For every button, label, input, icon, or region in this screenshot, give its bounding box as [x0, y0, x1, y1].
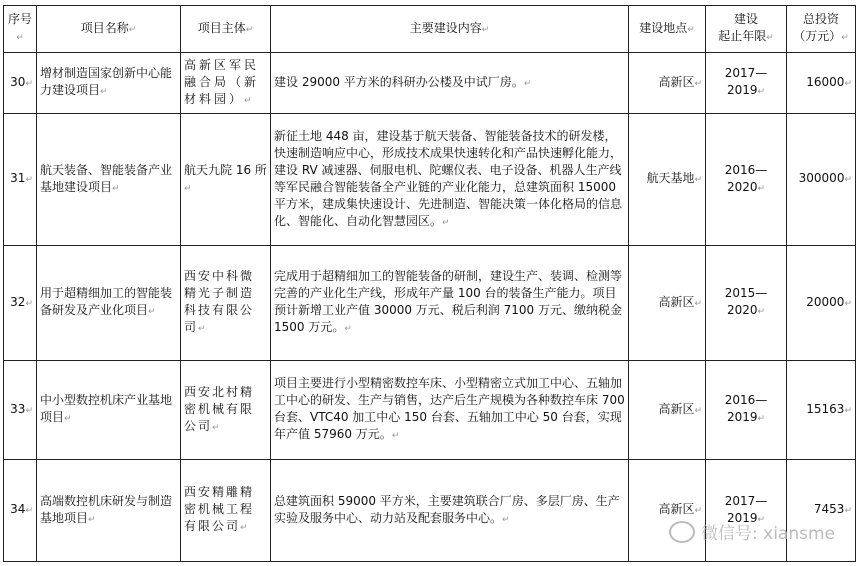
header-location: 建设地点 ↵ — [629, 6, 706, 53]
watermark — [669, 519, 835, 544]
project-table — [3, 5, 856, 562]
header-content: 主要建设内容 ↵ — [271, 6, 629, 53]
table-row — [4, 361, 856, 460]
cell-location: 高新区 ↵ — [629, 246, 706, 361]
cell-no: 30 ↵ — [4, 53, 37, 114]
cell-years: 2015—2020 ↵ — [706, 246, 787, 361]
cell-location: 高新区 ↵ — [629, 460, 706, 562]
header-no: 序号 ↵ — [4, 6, 37, 53]
cell-years: 2016—2020 ↵ — [706, 114, 787, 246]
cell-investment: 7453 ↵ — [787, 460, 856, 562]
cell-content: 总建筑面积 59000 平方米，主要建筑联合厂房、多层厂房、生产实验及服务中心、动力站及配套服务中心。 ↵ — [271, 460, 629, 562]
cell-no: 31 ↵ — [4, 114, 37, 246]
cell-no: 32 ↵ — [4, 246, 37, 361]
cell-content: 建设 29000 平方米的科研办公楼及中试厂房。 ↵ — [271, 53, 629, 114]
cell-name: 高端数控机床研发与制造基地项目 ↵ — [37, 460, 181, 562]
cell-years: 2016—2019 ↵ — [706, 361, 787, 460]
header-row — [4, 6, 856, 53]
cell-years: 2017—2019 ↵ — [706, 53, 787, 114]
header-years: 建设 起止年限 ↵ — [706, 6, 787, 53]
cell-owner: 西安精雕精密机械工程有限公司 ↵ — [181, 460, 271, 562]
cell-no: 34 ↵ — [4, 460, 37, 562]
header-name: 项目名称 ↵ — [37, 6, 181, 53]
watermark-text: 微信号: xiansme — [701, 524, 835, 544]
cell-name: 中小型数控机床产业基地项目 ↵ — [37, 361, 181, 460]
table-row — [4, 53, 856, 114]
cell-investment: 20000 ↵ — [787, 246, 856, 361]
cell-location: 航天基地 ↵ — [629, 114, 706, 246]
cell-location: 高新区 ↵ — [629, 53, 706, 114]
cell-content: 项目主要进行小型精密数控车床、小型精密立式加工中心、五轴加工中心的研发、生产与销售，达产后生产规模为各种数控车床 700 台套、VTC40 加工中心 150 台套、五轴加工中心 50 台套，实现年产值 57960 万元。 ↵ — [271, 361, 629, 460]
cell-no: 33 ↵ — [4, 361, 37, 460]
cell-location: 高新区 ↵ — [629, 361, 706, 460]
cell-investment: 15163 ↵ — [787, 361, 856, 460]
cell-content: 完成用于超精细加工的智能装备的研制，建设生产、装调、检测等完善的产业化生产线，形成年产量 100 台的装备生产能力。项目预计新增工业产值 30000 万元、税后利润 7100 万元、缴纳税金 1500 万元。 ↵ — [271, 246, 629, 361]
cell-name: 增材制造国家创新中心能力建设项目 ↵ — [37, 53, 181, 114]
cell-investment: 300000 ↵ — [787, 114, 856, 246]
table-row — [4, 246, 856, 361]
cell-content: 新征土地 448 亩，建设基于航天装备、智能装备技术的研发楼，快速制造响应中心，形成技术成果快速转化和产品快速孵化能力，建设 RV 减速器、伺服电机、陀螺仪表、电子设备、机器人生产线等军民融合智能装备全产业链的产业化能力，总建筑面积 15000 平方米，建成集快速设计、先进制造、智能决策一体化格局的信息化、智能化、自动化智慧园区。 ↵ — [271, 114, 629, 246]
header-owner: 项目主体 ↵ — [181, 6, 271, 53]
cell-owner: 航天九院 16 所 ↵ — [181, 114, 271, 246]
wechat-icon — [669, 521, 695, 543]
cell-name: 用于超精细加工的智能装备研发及产业化项目 ↵ — [37, 246, 181, 361]
table-row — [4, 460, 856, 562]
cell-years: 2017—2019 ↵ — [706, 460, 787, 562]
cell-owner: 西安中科微精光子制造科技有限公司 ↵ — [181, 246, 271, 361]
cell-investment: 16000 ↵ — [787, 53, 856, 114]
cell-owner: 高新区军民融合局（新材料园） ↵ — [181, 53, 271, 114]
cell-owner: 西安北村精密机械有限公司 ↵ — [181, 361, 271, 460]
table-row — [4, 114, 856, 246]
header-investment: 总投资 （万元） ↵ — [787, 6, 856, 53]
cell-name: 航天装备、智能装备产业基地建设项目 ↵ — [37, 114, 181, 246]
